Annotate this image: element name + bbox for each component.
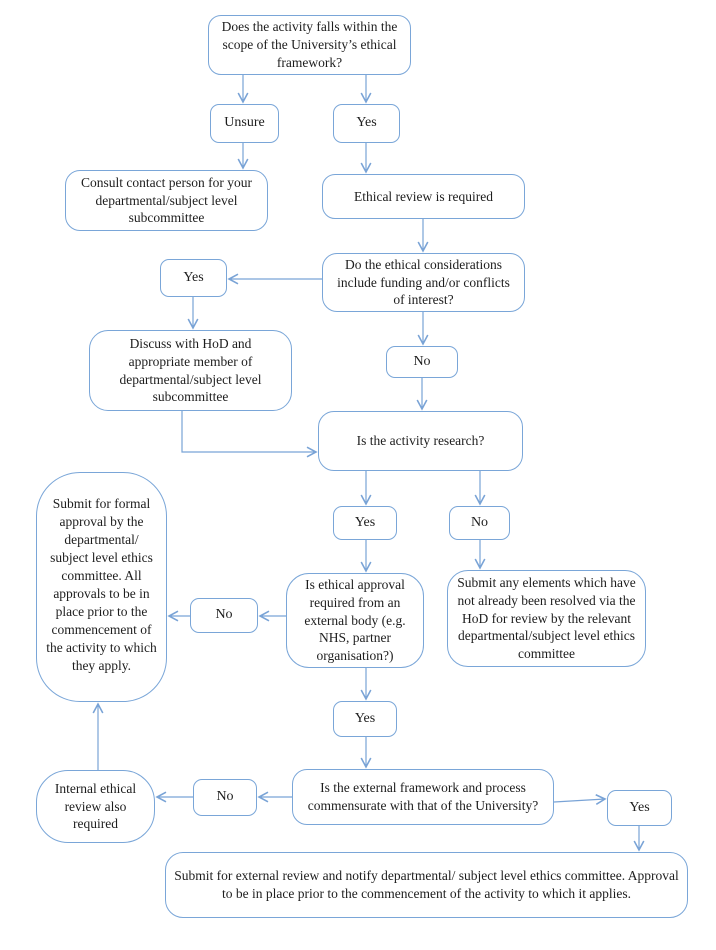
node-yes-funding-label: Yes [160, 259, 227, 297]
node-unsure-label: Unsure [210, 104, 279, 143]
node-submit-formal-approval: Submit for formal approval by the departmental/ subject level ethics committee. All approvals to be in place prior to the commencement of the activity to which they apply. [36, 472, 167, 702]
node-ethical-review-required: Ethical review is required [322, 174, 525, 219]
edge-q5-yes5 [554, 799, 605, 802]
node-scope-question: Does the activity falls within the scope of the University’s ethical framework? [208, 15, 411, 75]
edge-discuss-q3 [182, 411, 316, 452]
node-yes-scope-label: Yes [333, 104, 400, 143]
node-yes-framework-label: Yes [607, 790, 672, 826]
node-external-approval-question: Is ethical approval required from an external body (e.g. NHS, partner organisation?) [286, 573, 424, 668]
node-submit-unresolved-elements: Submit any elements which have not already been resolved via the HoD for review by the relevant departmental/subject level ethics committee [447, 570, 646, 667]
node-no-funding-label: No [386, 346, 458, 378]
node-discuss-hod: Discuss with HoD and appropriate member of departmental/subject level subcommittee [89, 330, 292, 411]
node-yes-external-label: Yes [333, 701, 397, 737]
node-no-research-label: No [449, 506, 510, 540]
node-funding-conflicts-question: Do the ethical considerations include funding and/or conflicts of interest? [322, 253, 525, 312]
node-submit-external-review: Submit for external review and notify departmental/ subject level ethics committee. Approval to be in place prior to the commencement of the activity to which it applies. [165, 852, 688, 918]
node-yes-research-label: Yes [333, 506, 397, 540]
node-consult-contact: Consult contact person for your departmental/subject level subcommittee [65, 170, 268, 231]
node-framework-commensurate-question: Is the external framework and process commensurate with that of the University? [292, 769, 554, 825]
node-internal-review-required: Internal ethical review also required [36, 770, 155, 843]
node-activity-research-question: Is the activity research? [318, 411, 523, 471]
node-no-external-label: No [190, 598, 258, 633]
node-no-framework-label: No [193, 779, 257, 816]
